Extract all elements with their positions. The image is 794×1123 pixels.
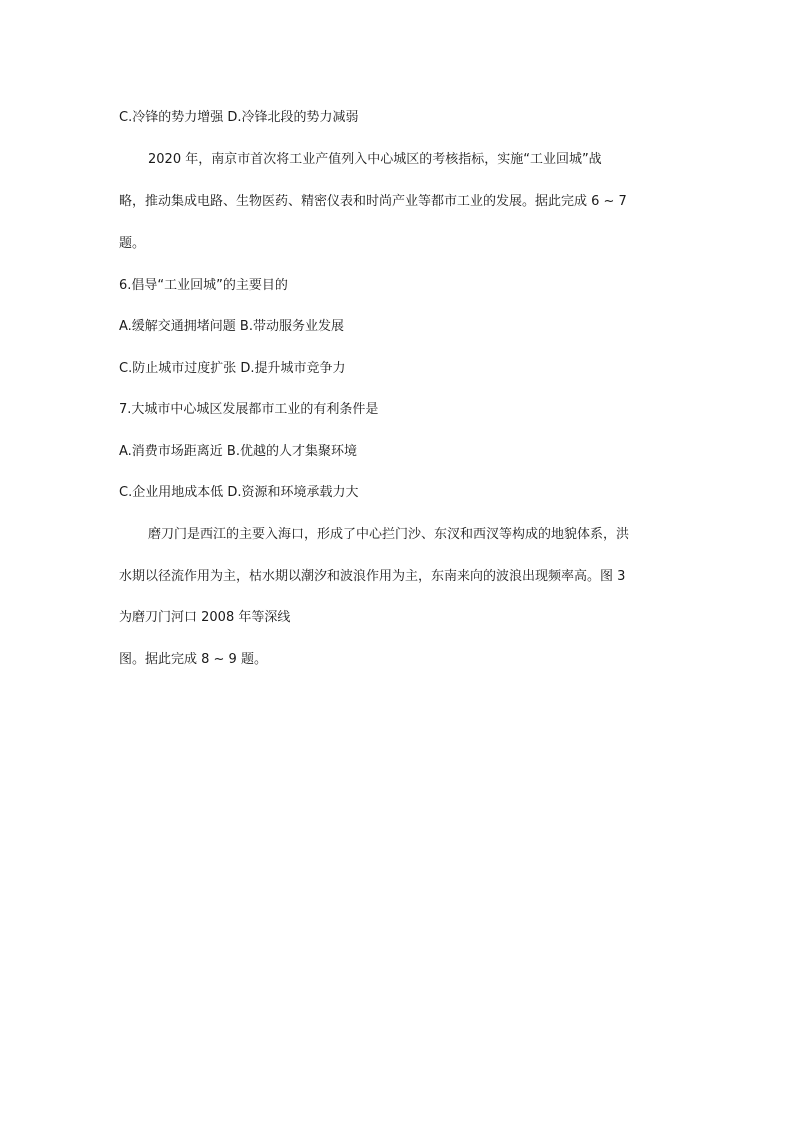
question-6: 6.倡导“工业回城”的主要目的 xyxy=(119,278,288,293)
option-line-c-d-q5: C.冷锋的势力增强 D.冷锋北段的势力减弱 xyxy=(119,110,359,125)
option-line-c-d-q6: C.防止城市过度扩张 D.提升城市竞争力 xyxy=(119,361,346,376)
question-7: 7.大城市中心城区发展都市工业的有利条件是 xyxy=(119,402,379,417)
passage-1-line-2: 略，推动集成电路、生物医药、精密仪表和时尚产业等都市工业的发展。据此完成 6 ~ 7 xyxy=(119,194,627,209)
passage-1-line-1: 2020 年，南京市首次将工业产值列入中心城区的考核指标，实施“工业回城”战 xyxy=(148,152,602,167)
passage-2-line-4: 图。据此完成 8 ~ 9 题。 xyxy=(119,652,267,667)
passage-2-line-1: 磨刀门是西江的主要入海口，形成了中心拦门沙、东汊和西汊等构成的地貌体系，洪 xyxy=(148,527,630,542)
option-line-a-b-q7: A.消费市场距离近 B.优越的人才集聚环境 xyxy=(119,444,357,459)
passage-2-line-2: 水期以径流作用为主，枯水期以潮汐和波浪作用为主，东南来向的波浪出现频率高。图 3 xyxy=(119,569,626,584)
option-line-c-d-q7: C.企业用地成本低 D.资源和环境承载力大 xyxy=(119,485,359,500)
passage-2-line-3: 为磨刀门河口 2008 年等深线 xyxy=(119,610,291,625)
option-line-a-b-q6: A.缓解交通拥堵问题 B.带动服务业发展 xyxy=(119,319,344,334)
passage-1-line-3: 题。 xyxy=(119,236,146,251)
